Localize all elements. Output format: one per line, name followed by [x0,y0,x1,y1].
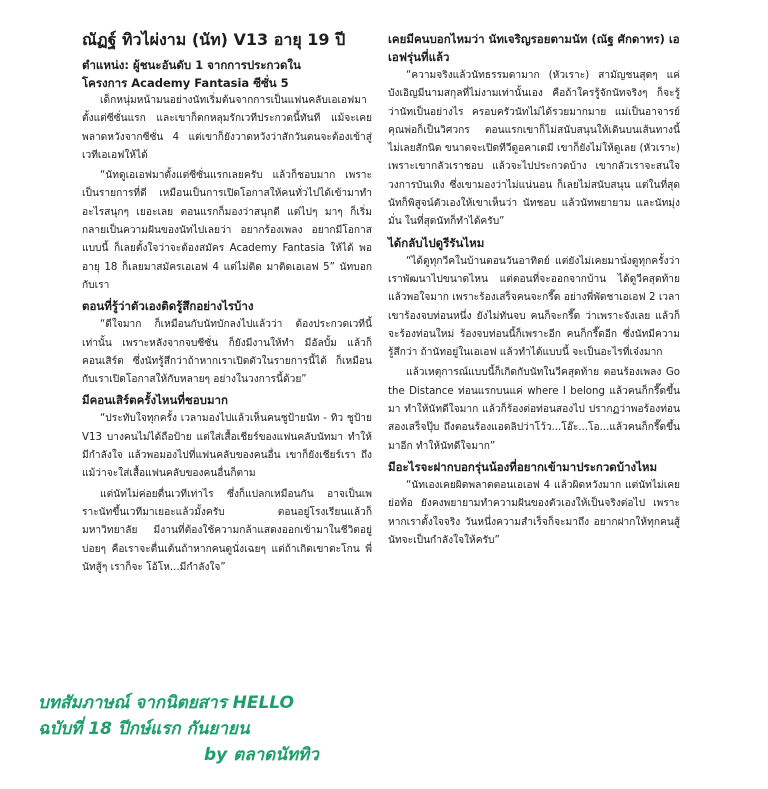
section-heading: ได้กลับไปดูรีรันไหม [388,235,485,250]
source-caption [38,690,398,768]
caption-line-3: by ตลาดนัททิว [204,745,319,765]
body-paragraph: “ได้ดูทุกวีคในบ้านตอนวันอาทิตย์ แต่ยังไม่เคยมานั่งดูทุกครั้งว่า เราพัฒนาไปขนาดไหน แต่ตอนที่จะออกจากบ้าน ได้ดูวีคสุดท้ายแล้วพอใจมาก เพราะร้องเสร็จคนจะกรี๊ด อย่างพี่พัดชาเอเอฟ 2 เวลาเขาร้องจบท่อนหนึ่ง ยังไม่ทันจบ คนก็จะกรี๊ด ว่าเพราะจังเลย แล้วก็จะร้องท่อนใหม่ ร้องจบท่อนนี้ก็เพราะอีก คนก็กรี๊ดอีก ซึ่งนัทมีความรู้สึกว่า ถ้านัทอยู่ในเอเอฟ แล้วทำได้แบบนี้ จะเป็นอะไรที่เจ๋งมาก [388,255,680,359]
body-paragraph: เด็กหนุ่มหน้ามนอย่างนัทเริ่มต้นจากการเป็นแฟนคลับเอเอฟมาตั้งแต่ซีซั่นแรก และเขาก็ตกหลุมรักเวทีประกวดนี้ทันที แม้จะเคยพลาดหวังจากซีซั่น 4 แต่เขาก็ยังวาดหวังว่าสักวันตนจะต้องเข้าสู่เวทีเอเอฟให้ได้ [82,95,372,161]
article-title: ณัฏฐ์ ทิวไผ่งาม (นัท) V13 อายุ 19 ปี [82,30,346,49]
body-paragraph: แล้วเหตุการณ์แบบนี้ก็เกิดกับนัทในวีคสุดท้าย ตอนร้องเพลง Go the Distance ท่อนแรกบนแค่ where I belong แล้วคนก็กรี๊ดขึ้นมา ทำให้นัทดีใจมาก แล้วก็ร้องต่อท่อนสองไป ปรากฏว่าพอร้องท่อนสองเสร็จปุ๊บ ถึงตอนร้องแอดลิปว่าโว้ว...โอ๊ะ...โอ...แล้วคนก็กรี๊ดขึ้นมาอีก ทำให้นัทดีใจมาก” [388,367,680,452]
body-paragraph: แต่นัทไม่ค่อยตื่นเวทีเท่าไร ซึ่งก็แปลกเหมือนกัน อาจเป็นเพราะนัทขึ้นเวทีมาเยอะแล้วมั้งครับ ตอนอยู่โรงเรียนแล้วก็มหาวิทยาลัย มีงานที่ต้องใช้ความกล้าแสดงออกเข้ามาในชีวิตอยู่บ่อยๆ คือเราจะตื่นเต้นถ้าหากคนดูนั่งเฉยๆ แต่ถ้าเกิดเขาตะโกน พี่นัทสู้ๆ เราก็จะ โอ้โห...มีกำลังใจ” [82,488,372,573]
lead-heading-line-1: ตำแหน่ง: ผู้ชนะอันดับ 1 จากการประกวดใน [82,58,301,72]
caption-line-2: ฉบับที่ 18 ปีกษ์แรก กันยายน [38,719,250,739]
lead-heading-line-2: โครงการ Academy Fantasia ซีซั่น 5 [82,76,289,90]
section-heading: มีอะไรจะฝากบอกรุ่นน้องที่อยากเข้ามาประกวดบ้างไหม [388,459,658,474]
caption-line-1: บทสัมภาษณ์ จากนิตยสาร HELLO [38,693,294,713]
section-heading: ตอนที่รู้ว่าตัวเองติดรู้สึกอย่างไรบ้าง [82,299,254,314]
body-paragraph: “นัทดูเอเอฟมาตั้งแต่ซีซั่นแรกเลยครับ แล้วก็ชอบมาก เพราะเป็นรายการที่ดี เหมือนเป็นการเปิดโอกาสให้คนทั่วไปได้เข้ามาทำอะไรสนุกๆ เยอะเลย ตอนแรกก็มองว่าสนุกดี แต่ไปๆ มาๆ ก็เริ่มกลายเป็นความฝันของนัทไปเลยว่า อยากร้องเพลง อยากมีโอกาสแบบนี้ ก็เลยตั้งใจว่าจะต้องสมัคร Academy Fantasia ให้ได้ พออายุ 18 ก็เลยมาสมัครเอเอฟ 4 แต่ไม่ติด มาติดเอเอฟ 5” นัทบอกกับเรา [82,170,372,291]
body-paragraph: “ประทับใจทุกครั้ง เวลามองไปแล้วเห็นคนชูป้ายนัท - ทิว ชูป้าย V13 บางคนไม่ได้ถือป้าย แต่ใส่เสื้อเชียร์ของแฟนคลับนัทมา ทำให้มีกำลังใจ แล้วพอมองไปที่แฟนคลับของคนอื่น เขาก็ยังเชียร์เรา ถึงแม้ว่าจะใส่เสื้อแฟนคลับของคนอื่นก็ตาม [82,413,372,480]
left-column [82,28,372,579]
body-paragraph: “ความจริงแล้วนัทธรรมดามาก (หัวเราะ) สามัญชนสุดๆ แค่บังเอิญมีนามสกุลที่ไม่งามเท่านั้นเอง คือถ้าใครรู้จักนัทจริงๆ ก็จะรู้ว่านัทเป็นอย่างไร ครอบครัวนัทไม่ได้รวยมากมาย แม่เป็นอาจารย์ คุณพ่อก็เป็นวิศวกร ตอนแรกเขาก็ไม่สนับสนุนให้เดินบนเส้นทางนี้ ไม่เลยสักนิด ขนาดจะเปิดทีวีดูอคาเดมี เขาก็ยังไม่ให้ดูเลย (หัวเราะ) เพราะเขากลัวเราชอบ แล้วจะไปประกวดบ้าง เขากลัวเราจะสนใจวงการบันเทิง ซึ่งเขามองว่าไม่แน่นอน ก็เลยไม่สนับสนุน แต่ในที่สุดนัทก็พิสูจน์ตัวเองให้เขาเห็นว่า นัทชอบ แล้วนัทพยายาม และนัทมุ่งมั่น ในที่สุดนัทก็ทำได้ครับ” [388,70,680,228]
body-paragraph: “นัทเองเคยผิดพลาดตอนเอเอฟ 4 แล้วผิดหวังมาก แต่นัทไม่เคยย่อท้อ ยังคงพยายามทำความฝันของตัวเองให้เป็นจริงต่อไป เพราะหากเราตั้งใจจริง วันหนึ่งความสำเร็จก็จะมาถึง อยากฝากให้ทุกคนสู้ นัทจะเป็นกำลังใจให้ครับ” [388,479,680,546]
section-heading: เคยมีคนบอกไหมว่า นัทเจริญรอยตามนัท (ณัฐ ศักดาทร) เอเอฟรุ่นที่แล้ว [388,32,680,64]
section-heading: มีคอนเสิร์ตครั้งไหนที่ชอบมาก [82,393,228,408]
right-column [388,28,680,552]
body-paragraph: “ดีใจมาก ก็เหมือนกับนัทบักลงไปแล้วว่า ต้องประกวดเวทีนี้เท่านั้น เพราะหลังจากจบซีซั่น ก็ยังมีงานให้ทำ มีอัลบั้ม แล้วก็คอนเสิร์ต ซึ่งนัทรู้สึกว่าถ้าหากเราเปิดตัวในรายการนี้ได้ ก็เหมือนกับเราเปิดโอกาสให้กับหลายๆ อย่างในวงการนี้ด้วย” [82,319,372,386]
